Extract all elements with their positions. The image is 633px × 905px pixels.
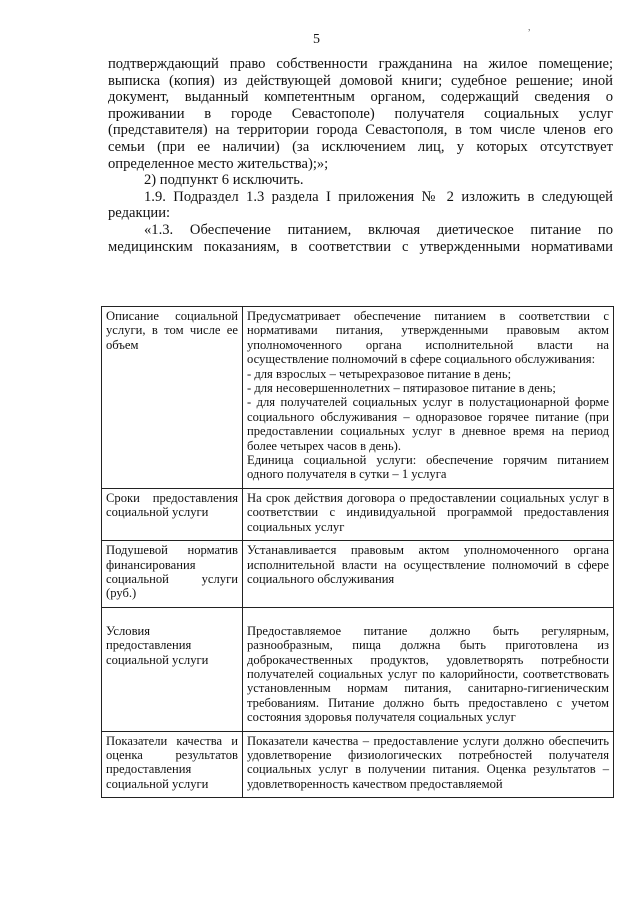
table-row [102, 541, 614, 608]
paragraph-documents: подтверждающий право собственности гражданина на жилое помещение; выписка (копия) из действующей домовой книги; судебное решение; иной документ, выданный компетентным органом, содержащий сведения о проживании в городе Севастополе) получателя социальных услуг (представителя) на территории города Севастополя, в том числе членов его семьи (при ее наличии) (за исключением лиц, у которых отсутствует определенное место жительства);»; [108, 56, 613, 172]
row-label: Показатели качества и оценка результатов предоставления социальной услуги [102, 731, 243, 798]
content-line: Устанавливается правовым актом уполномоченного органа исполнительной власти на осуществление полномочий в сфере социального обслуживания [247, 543, 609, 586]
content-line: - для взрослых – четырехразовое питание в день; [247, 366, 512, 381]
document-body [108, 56, 613, 255]
content-line: Предусматривает обеспечение питанием в соответствии с нормативами питания, утвержденными правовым актом уполномоченного органа исполнительной власти на осуществление полномочий в сфере социального обслуживания: [247, 309, 609, 367]
page-number: 5 [313, 32, 320, 47]
row-content [243, 731, 614, 798]
table-row [102, 307, 614, 489]
table-row [102, 731, 614, 798]
content-line: На срок действия договора о предоставлении социальных услуг в соответствии с индивидуальной программой предоставления социальных услуг [247, 490, 609, 534]
content-line: - для несовершеннолетних – пятиразовое питание в день; [247, 381, 556, 396]
page-mark: , [528, 22, 531, 33]
content-line: - для получателей социальных услуг в полустационарной форме социального обслуживания – одноразовое горячее питание (при предоставлении социальных услуг в дневное время на период более четырех часов в день). [247, 395, 609, 453]
row-label: Условия предоставления социальной услуги [102, 607, 243, 731]
content-line: Единица социальной услуги: обеспечение горячим питанием одного получателя в сутки – 1 услуга [247, 453, 609, 482]
row-content [243, 607, 614, 731]
table-row [102, 607, 614, 731]
paragraph-amendment: 1.9. Подраздел 1.3 раздела I приложения № 2 изложить в следующей редакции: [108, 188, 613, 222]
row-label: Подушевой норматив финансирования социальной услуги (руб.) [102, 541, 243, 608]
table-row [102, 488, 614, 540]
row-content [243, 307, 614, 489]
row-content [243, 541, 614, 608]
service-table [101, 306, 614, 798]
content-line: Предоставляемое питание должно быть регулярным, разнообразным, пища должна быть приготовлена из доброкачественных продуктов, удовлетворять потребности получателей социальных услуг по калорийности, соответствовать установленным нормам питания, санитарно-гигиеническим требованиям. Питание должно быть предоставлено с учетом состояния здоровья получателя социальных услуг [247, 623, 609, 725]
paragraph-subitem-exclusion: 2) подпункт 6 исключить. [144, 172, 304, 189]
row-label: Сроки предоставления социальной услуги [102, 488, 243, 540]
content-line: Показатели качества – предоставление услуги должно обеспечить удовлетворение физиологических потребностей получателя социальных услуг в получении питания. Оценка результатов – удовлетворенность качеством предоставляемой [247, 733, 609, 791]
row-content [243, 488, 614, 540]
paragraph-subsection-title: «1.3. Обеспечение питанием, включая диетическое питание по медицинским показаниям, в соответствии с утвержденными нормативами [108, 221, 613, 255]
row-label: Описание социальной услуги, в том числе ее объем [102, 307, 243, 489]
